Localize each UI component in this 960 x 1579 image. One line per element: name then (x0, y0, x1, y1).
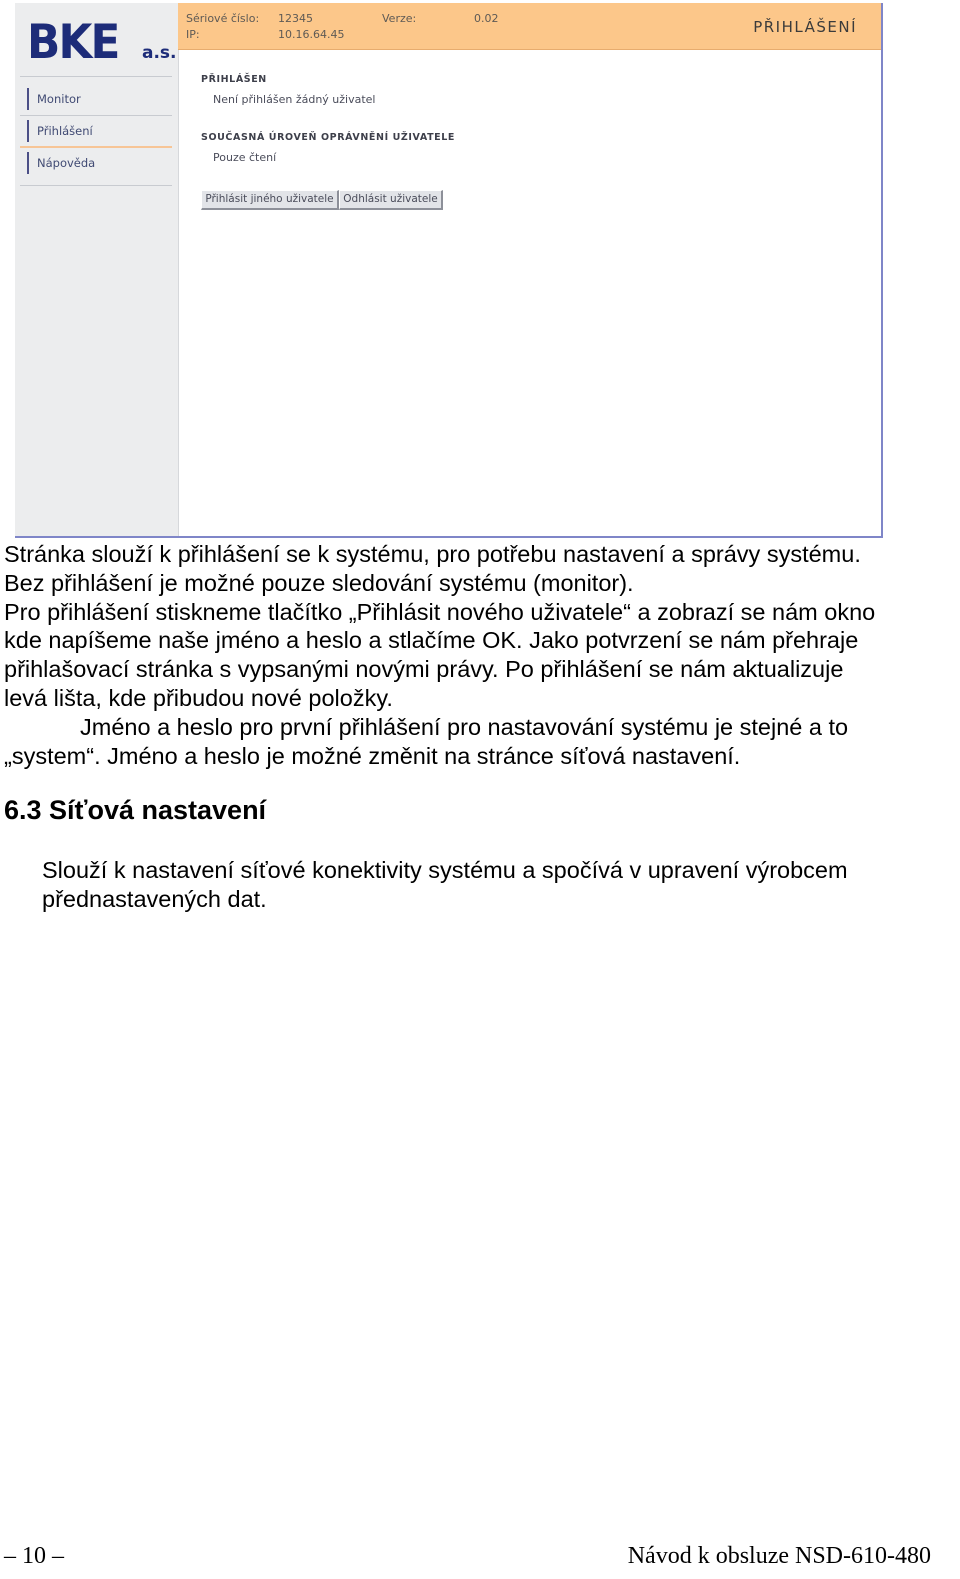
sidebar-item-monitor[interactable]: Monitor (27, 88, 167, 110)
login-status-heading: PŘIHLÁŠEN (201, 74, 267, 85)
sidebar-item-help[interactable]: Nápověda (27, 152, 167, 174)
serial-label: Sériové číslo: (186, 12, 260, 25)
ip-label: IP: (186, 28, 200, 41)
section-body (42, 856, 848, 914)
permission-level-value: Pouze čtení (213, 151, 277, 164)
paragraph-line: „system“. Jméno a heslo je možné změnit na stránce síťová nastavení. (4, 742, 741, 769)
ip-value: 10.16.64.45 (278, 28, 345, 41)
paragraph-line: levá lišta, kde přibudou nové položky. (4, 684, 393, 711)
logo-divider (20, 76, 172, 77)
sidebar-active-divider (20, 146, 172, 148)
description-paragraph (4, 540, 956, 770)
login-status-value: Není přihlášen žádný uživatel (213, 93, 376, 106)
sidebar (15, 3, 179, 536)
paragraph-line: Jméno a heslo pro první přihlášení pro nastavování systému je stejné a to (80, 713, 849, 740)
page-title: PŘIHLÁŠENÍ (753, 18, 857, 36)
version-value: 0.02 (474, 12, 499, 25)
section-heading: 6.3 Síťová nastavení (4, 795, 267, 825)
header-bar (178, 3, 881, 50)
sidebar-divider (20, 185, 172, 186)
logo-main: BKE (27, 15, 119, 70)
footer-title: Návod k obsluze NSD-610-480 (627, 1543, 931, 1569)
paragraph-line: Pro přihlášení stiskneme tlačítko „Přihlásit nového uživatele“ a zobrazí se nám okno (4, 598, 876, 625)
paragraph-line: Stránka slouží k přihlášení se k systému, pro potřebu nastavení a správy systému. (4, 541, 861, 567)
login-other-user-button[interactable]: Přihlásit jiného uživatele (201, 190, 339, 210)
section-line: přednastavených dat. (42, 885, 267, 912)
sidebar-divider (20, 115, 172, 116)
bke-logo (27, 15, 177, 70)
page-number: – 10 – (4, 1543, 64, 1569)
section-line: Slouží k nastavení síťové konektivity systému a spočívá v upravení výrobcem (42, 857, 848, 883)
paragraph-line: přihlašovací stránka s vypsanými novými právy. Po přihlášení se nám aktualizuje (4, 656, 844, 683)
serial-value: 12345 (278, 12, 313, 25)
paragraph-line: kde napíšeme naše jméno a heslo a stlačíme OK. Jako potvrzení se nám přehraje (4, 627, 859, 654)
logout-user-button[interactable]: Odhlásit uživatele (339, 190, 443, 210)
version-label: Verze: (382, 12, 417, 25)
sidebar-item-login[interactable]: Přihlášení (27, 120, 167, 142)
permission-level-heading: SOUČASNÁ ÚROVEŇ OPRÁVNĚNÍ UŽIVATELE (201, 132, 455, 143)
logo-suffix: a.s. (142, 43, 177, 63)
login-page-screenshot (15, 3, 883, 538)
paragraph-line: Bez přihlášení je možné pouze sledování systému (monitor). (4, 569, 634, 596)
